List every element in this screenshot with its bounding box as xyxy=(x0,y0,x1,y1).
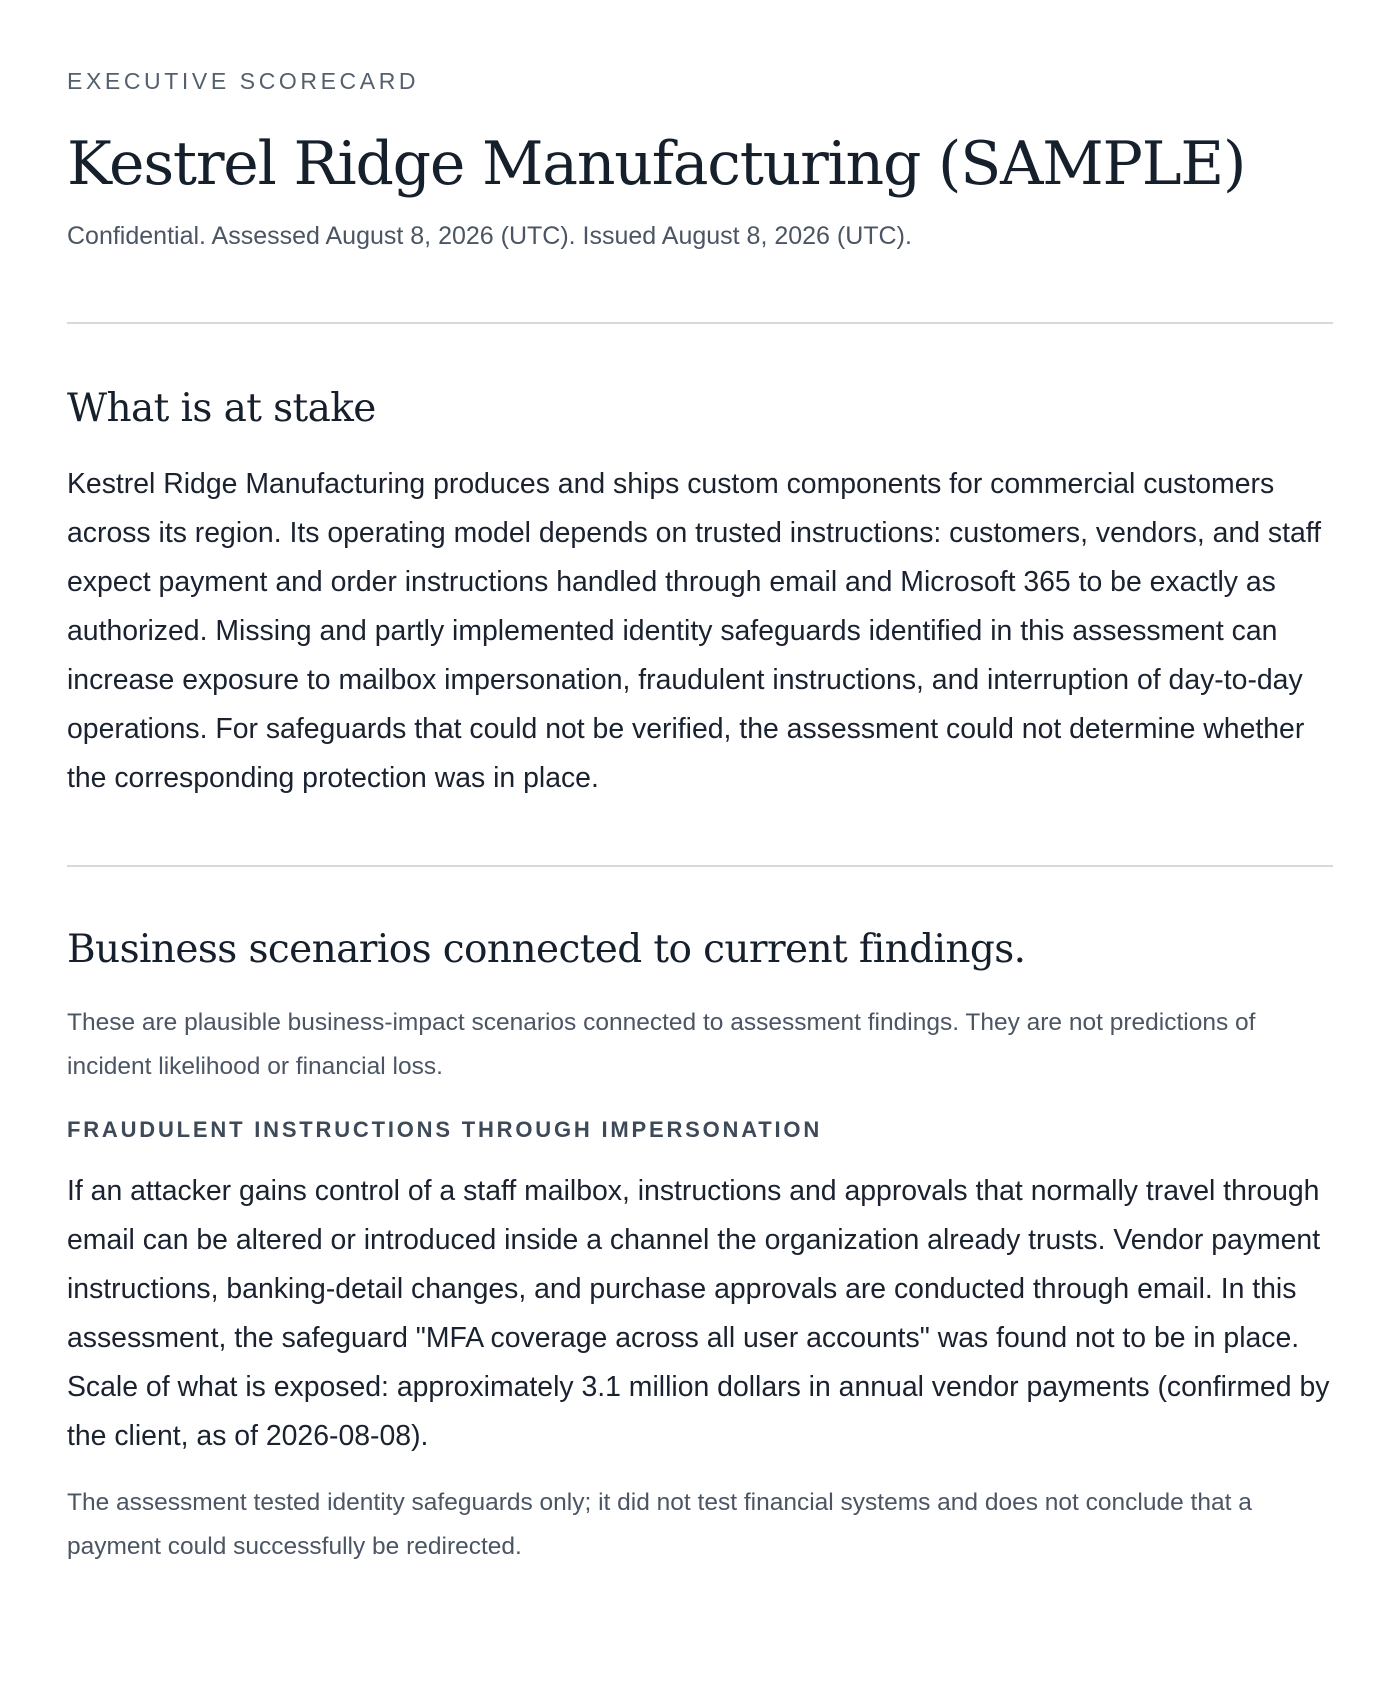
scenarios-heading: Business scenarios connected to current findings. xyxy=(67,927,1026,972)
section-divider xyxy=(67,865,1333,867)
stake-heading: What is at stake xyxy=(67,386,376,431)
report-meta: Confidential. Assessed August 8, 2026 (UTC). Issued August 8, 2026 (UTC). xyxy=(67,222,912,250)
stake-body: Kestrel Ridge Manufacturing produces and ships custom components for commercial customers across its region. Its operating model depends on trusted instructions: customers, vendors, and staff expect payment and order instructions handled through email and Microsoft 365 to be exactly as authorized. Missing and partly implemented identity safeguards identified in this assessment can increase exposure to mailbox impersonation, fraudulent instructions, and interruption of day-to-day operations. For safeguards that could not be verified, the assessment could not determine whether the corresponding protection was in place. xyxy=(67,468,1322,794)
scenario-item xyxy=(67,1115,1333,1569)
section-divider xyxy=(67,322,1333,324)
scenarios-disclaimer: These are plausible business-impact scenarios connected to assessment findings. They are not predictions of incident likelihood or financial loss. xyxy=(67,1009,1256,1080)
stake-section xyxy=(67,384,1333,803)
report-type-label: EXECUTIVE SCORECARD xyxy=(67,68,420,94)
scenarios-section xyxy=(67,923,1333,1569)
scenario-subheading: FRAUDULENT INSTRUCTIONS THROUGH IMPERSONATION xyxy=(67,1117,823,1142)
scenario-caveat: The assessment tested identity safeguards only; it did not test financial systems and does not conclude that a payment could successfully be redirected. xyxy=(67,1489,1252,1560)
scenario-body: If an attacker gains control of a staff mailbox, instructions and approvals that normally travel through email can be altered or introduced inside a channel the organization already trusts. Vendor payment instructions, banking-detail changes, and purchase approvals are conducted through email. In this assessment, the safeguard "MFA coverage across all user accounts" was found not to be in place. Scale of what is exposed: approximately 3.1 million dollars in annual vendor payments (confirmed by the client, as of 2026-08-08). xyxy=(67,1175,1330,1452)
page-title: Kestrel Ridge Manufacturing (SAMPLE) xyxy=(67,129,1246,199)
